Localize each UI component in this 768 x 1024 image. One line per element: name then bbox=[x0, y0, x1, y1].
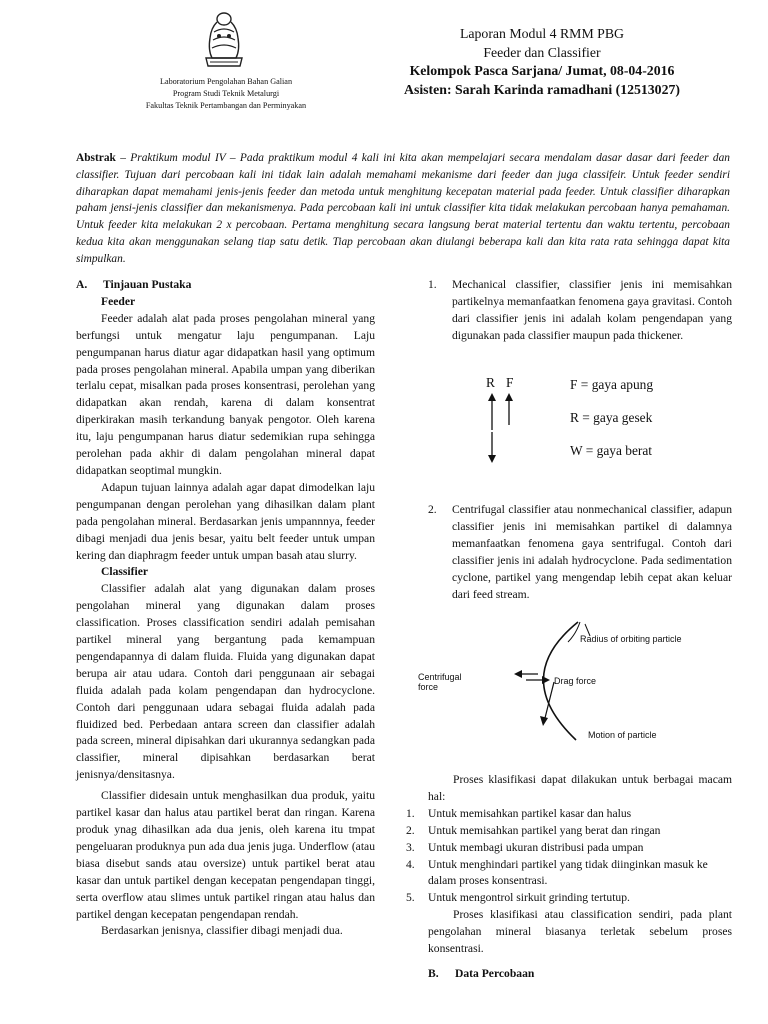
process-text: Untuk mengontrol sirkuit grinding tertutup. bbox=[428, 891, 630, 905]
feeder-paragraph: Adapun tujuan lainnya adalah agar dapat dimodelkan laju pengumpanan dengan perolehan yang dihasilkan dalam plant pada pengolahan mineral. Berdasarkan jenis umpannnya, feeder dibagi menjadi dua jenis besar, yaitu belt feeder untuk umpan kering dan diaphragm feeder untuk umpan basah atau slurry. bbox=[76, 480, 375, 562]
section-a-heading bbox=[76, 277, 375, 294]
process-text: Untuk memisahkan partikel yang berat dan ringan bbox=[428, 823, 661, 837]
report-assistant: Asisten: Sarah Karinda ramadhani (12513027) bbox=[404, 81, 680, 97]
process-close: Proses klasifikasi atau classification sendiri, pada plant pengolahan mineral biasanya terletak sebelum proses konsentrasi. bbox=[428, 908, 732, 956]
lab-line: Program Studi Teknik Metalurgi bbox=[172, 89, 280, 98]
left-column bbox=[76, 277, 375, 940]
process-list-item bbox=[406, 890, 732, 907]
process-text: Untuk membagi ukuran distribusi pada umpan bbox=[428, 840, 644, 854]
force-arrows bbox=[480, 375, 530, 470]
abstract-label: Abstrak bbox=[76, 152, 116, 164]
process-intro: Proses klasifikasi dapat dilakukan untuk berbagai macam hal: bbox=[428, 773, 732, 803]
process-number: 4. bbox=[406, 857, 415, 871]
process-number: 3. bbox=[406, 840, 415, 854]
figure-label-centrifugal: Centrifugal force bbox=[418, 672, 462, 692]
section-letter: B. bbox=[428, 967, 439, 980]
centrifugal-figure bbox=[418, 612, 718, 752]
report-group: Kelompok Pasca Sarjana/ Jumat, 08-04-2016 bbox=[409, 63, 675, 78]
list-item bbox=[428, 277, 732, 345]
process-section bbox=[406, 772, 732, 958]
report-title: Laporan Modul 4 RMM PBG bbox=[459, 26, 625, 41]
report-subtitle: Feeder dan Classifier bbox=[483, 44, 601, 60]
force-diagram bbox=[480, 375, 700, 470]
item-number: 2. bbox=[428, 503, 437, 516]
section-letter: A. bbox=[76, 278, 88, 291]
section-title: Data Percobaan bbox=[455, 967, 535, 980]
abstract bbox=[76, 150, 730, 268]
lab-line: Laboratorium Pengolahan Bahan Galian bbox=[159, 77, 293, 86]
item-number: 1. bbox=[428, 278, 437, 291]
classifier-heading: Classifier bbox=[101, 565, 149, 579]
force-def-w: W = gaya berat bbox=[570, 443, 653, 458]
lab-affiliation bbox=[96, 76, 356, 112]
force-label-f: F bbox=[506, 375, 514, 390]
process-list-item bbox=[406, 823, 732, 840]
section-title: Tinjauan Pustaka bbox=[103, 278, 192, 291]
process-list-item bbox=[406, 840, 732, 857]
figure-label-motion: Motion of particle bbox=[588, 730, 657, 740]
process-text: Untuk memisahkan partikel kasar dan halus bbox=[428, 806, 632, 820]
classifier-paragraph: Classifier adalah alat yang digunakan dalam proses pengolahan mineral yang digunakan dalam proses classification. Proses classification sendiri adalah pemisahan partikel mineral yang bergantung pada kemampuan pengendapannya di dalam fluida. Fluida yang digunakan dapat berupa air atau udara. Contoh dari penggunaan air sebagai fluida adalah pada kolam pengendapan dan hydrocyclone. Contoh dari penggunaan udara sebagai fluida adalah pada fluidized bed. Perbedaan antara screen dan classifier adalah pada screen, mineral dipisahkan dari ukurannya sedangkan pada classifier, mineral dipisahkan berdasarkan berat jenisnya/densitasnya. bbox=[76, 582, 375, 782]
classifier-paragraph: Berdasarkan jenisnya, classifier dibagi menjadi dua. bbox=[101, 924, 343, 938]
classifier-paragraph: Classifier didesain untuk menghasilkan dua produk, yaitu partikel kasar dan halus atau partikel berat dan ringan. Karena produk ynag dihasilkan ada dua jenis, oleh karena itu tmpat pengeluaran produknya pun ada dua jenis juga. Underflow (atau biasa disebut sands atau oversize) untuk partikel berat atau kasar dan untuk partikel dengan kecepatan pengendapan tinggi, serta overflow atau slimes untuk partikel ringan atau halus dan partikel dengan kecepatan pengendapan rendah. bbox=[76, 789, 375, 921]
abstract-text: – Praktikum modul IV – Pada praktikum modul 4 kali ini kita akan mempelajari secara mendalam dasar dasar dari feeder dan classifier. Tujuan dari percobaan kali ini tidak lain adalah memahami mekanisme dari feeder dan juga classifeir. Untuk feeder sendiri diharapkan dapat memahami jenis-jenis feeder dan metoda untuk menghitung kecepatan material pada feeder. Untuk classifier diharapkan paham jensi-jenis classifier dan mekanismenya. Pada percobaan kali ini untuk classifier kita tidak melakukan percobaan hanya pemahaman. Untuk feeder kita melakukan 2 x percobaan. Pertama menghitung secara langsung berat material tertentu dan waktu tertentu, percobaan kedua kita akan menggunakan selang tiap satu detik. Tiap percobaan akan diulangi beberapa kali dan kita rata rata sehingga dapat kita simpulkan. bbox=[76, 152, 730, 265]
right-column-2 bbox=[428, 502, 732, 603]
section-b-heading bbox=[428, 966, 534, 983]
force-label-r: R bbox=[486, 375, 495, 390]
feeder-heading: Feeder bbox=[101, 294, 136, 308]
process-number: 5. bbox=[406, 891, 415, 905]
process-number: 1. bbox=[406, 806, 415, 820]
lab-line: Fakultas Teknik Pertambangan dan Perminyakan bbox=[145, 101, 307, 110]
item-text: Mechanical classifier, classifier jenis ini memisahkan partikelnya memanfaatkan fenomena gaya gravitasi. Contoh dari classifier jenis ini adalah kolam pengendapan yang digunakan pada classifier maupun pada thickener. bbox=[452, 278, 732, 342]
figure-label-radius: Radius of orbiting particle bbox=[580, 634, 682, 644]
process-number: 2. bbox=[406, 823, 415, 837]
right-column bbox=[428, 277, 732, 345]
university-logo-icon bbox=[202, 10, 246, 70]
list-item bbox=[428, 502, 732, 603]
force-def-f: F = gaya apung bbox=[570, 377, 654, 392]
process-text: Untuk menghindari partikel yang tidak diinginkan masuk ke dalam proses konsentrasi. bbox=[428, 857, 708, 888]
process-list-item bbox=[406, 857, 732, 891]
report-header bbox=[342, 25, 742, 99]
feeder-paragraph: Feeder adalah alat pada proses pengolahan mineral yang berfungsi untuk mengatur laju pengumpanan. Laju pengumpanan harus diatur agar didapatkan hasil yang optimum pada proses pengolahan mineral. Apabila umpan yang diberikan terlalu cepat, misalkan pada proses konsentrasi, perolehan yang didapatkan akan rendah, karena di dalam konsentrat diperkirakan masih terkandung banyak pengotor. Oleh karena itu, laju pengumpanan harus diatur sedemikian rupa sehingga perolehan pada akhir di dalam pengolahan mineral dapat didapatkan seoptimal mungkin. bbox=[76, 311, 375, 477]
figure-label-drag: Drag force bbox=[554, 676, 597, 686]
item-text: Centrifugal classifier atau nonmechanical classifier, adapun classifier jenis ini memisahkan partikel di dalamnya memanfaatkan fenomena gaya sentrifugal. Contoh dari classifier jenis ini adalah hydrocyclone. Pada sedimentation cyclone, partikel yang mengendap lebih cepat akan keluar dari feed stream. bbox=[452, 503, 732, 601]
process-list-item bbox=[406, 806, 732, 823]
force-def-r: R = gaya gesek bbox=[570, 410, 653, 425]
